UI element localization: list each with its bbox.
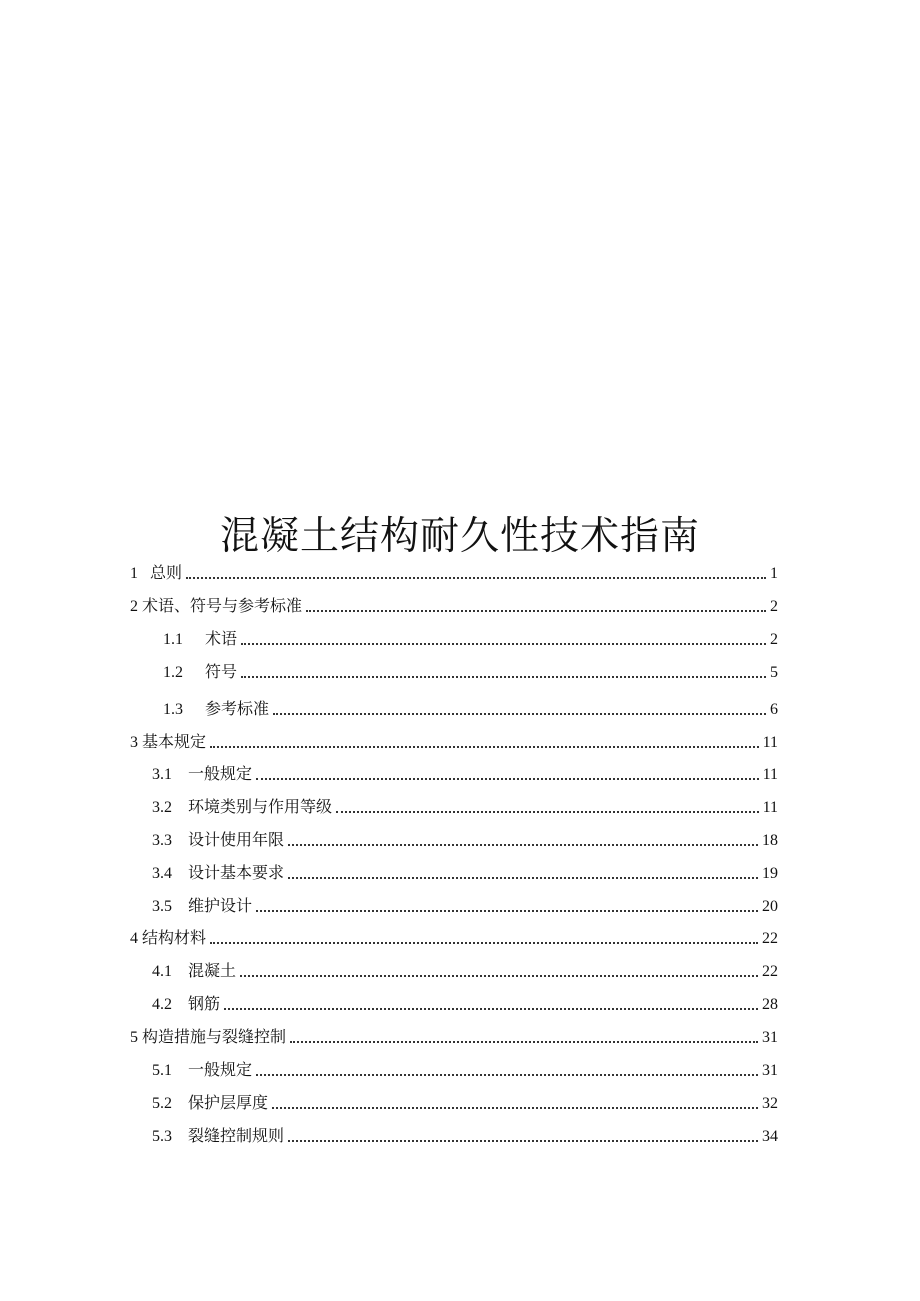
toc-entry[interactable] <box>152 1090 778 1114</box>
toc-entry-page: 31 <box>762 1062 778 1079</box>
toc-entry-number: 5.1 <box>152 1062 172 1079</box>
toc-entry-label: 裂缝控制规则 <box>188 1128 285 1145</box>
toc-entry-number: 3.2 <box>152 799 172 816</box>
dot-leader <box>241 676 766 678</box>
toc-entry-page: 32 <box>762 1095 778 1112</box>
toc-entry[interactable] <box>130 560 778 584</box>
toc-entry-label: 混凝土 <box>188 963 237 980</box>
dot-leader <box>210 746 759 748</box>
toc-entry[interactable] <box>152 1123 778 1147</box>
toc-entry[interactable] <box>130 593 778 617</box>
toc-entry[interactable] <box>152 958 778 982</box>
toc-entry-label: 钢筋 <box>188 996 221 1013</box>
toc-entry-page: 2 <box>770 631 778 648</box>
toc-entry-page: 18 <box>762 832 778 849</box>
toc-entry-number: 3 <box>130 734 142 751</box>
dot-leader <box>256 910 758 912</box>
dot-leader <box>224 1008 758 1010</box>
toc-entry[interactable] <box>163 626 778 650</box>
toc-entry-page: 6 <box>770 701 778 718</box>
dot-leader <box>290 1041 758 1043</box>
toc-entry-number: 5.2 <box>152 1095 172 1112</box>
toc-entry-label: 设计基本要求 <box>188 865 285 882</box>
dot-leader <box>273 713 766 715</box>
dot-leader <box>336 811 759 813</box>
dot-leader <box>288 1140 758 1142</box>
toc-entry[interactable] <box>152 991 778 1015</box>
toc-entry-number: 5 <box>130 1029 142 1046</box>
toc-entry-page: 5 <box>770 664 778 681</box>
toc-entry[interactable] <box>152 1057 778 1081</box>
toc-entry[interactable] <box>152 860 778 884</box>
toc-entry[interactable] <box>163 659 778 683</box>
dot-leader <box>210 942 758 944</box>
dot-leader <box>240 975 758 977</box>
toc-entry[interactable] <box>163 696 778 720</box>
dot-leader <box>256 1074 758 1076</box>
toc-entry-page: 22 <box>762 930 778 947</box>
toc-entry-number: 4.1 <box>152 963 172 980</box>
dot-leader <box>241 643 766 645</box>
toc-entry-number: 3.4 <box>152 865 172 882</box>
document-title: 混凝土结构耐久性技术指南 <box>219 514 700 559</box>
toc-entry-label: 维护设计 <box>188 898 253 915</box>
toc-entry[interactable] <box>152 893 778 917</box>
toc-entry-label: 保护层厚度 <box>188 1095 269 1112</box>
toc-entry-page: 11 <box>762 799 778 816</box>
dot-leader <box>306 610 766 612</box>
dot-leader <box>186 577 766 579</box>
toc-entry-label: 构造措施与裂缝控制 <box>142 1029 287 1046</box>
toc-entry-number: 4.2 <box>152 996 172 1013</box>
toc-entry-page: 11 <box>762 766 778 783</box>
dot-leader <box>272 1107 758 1109</box>
toc-entry-number: 4 <box>130 930 142 947</box>
toc-entry-page: 19 <box>762 865 778 882</box>
toc-entry-label: 术语、符号与参考标准 <box>142 598 303 615</box>
toc-entry[interactable] <box>152 827 778 851</box>
toc-entry[interactable] <box>152 794 778 818</box>
toc-entry-label: 符号 <box>205 664 238 681</box>
toc-entry-label: 参考标准 <box>205 701 270 718</box>
dot-leader <box>288 844 758 846</box>
toc-entry-page: 28 <box>762 996 778 1013</box>
toc-entry-number: 1.2 <box>163 664 183 681</box>
toc-entry-label: 术语 <box>205 631 238 648</box>
toc-entry[interactable] <box>152 761 778 785</box>
toc-entry-page: 20 <box>762 898 778 915</box>
toc-entry-number: 3.5 <box>152 898 172 915</box>
toc-entry[interactable] <box>130 1024 778 1048</box>
toc-entry-page: 34 <box>762 1128 778 1145</box>
toc-entry-label: 设计使用年限 <box>188 832 285 849</box>
toc-entry-number: 3.3 <box>152 832 172 849</box>
toc-entry-page: 2 <box>770 598 778 615</box>
toc-entry-number: 2 <box>130 598 142 615</box>
toc-entry-label: 总则 <box>150 565 183 582</box>
toc-entry-page: 31 <box>762 1029 778 1046</box>
toc-entry-label: 一般规定 <box>188 1062 253 1079</box>
toc-entry-label: 基本规定 <box>142 734 207 751</box>
toc-entry-label: 一般规定 <box>188 766 253 783</box>
toc-entry-number: 1.1 <box>163 631 183 648</box>
dot-leader <box>256 778 759 780</box>
toc-entry-number: 1.3 <box>163 701 183 718</box>
toc-entry-page: 11 <box>762 734 778 751</box>
toc-entry-label: 结构材料 <box>142 930 207 947</box>
toc-entry[interactable] <box>130 925 778 949</box>
toc-entry-number: 3.1 <box>152 766 172 783</box>
toc-entry-label: 环境类别与作用等级 <box>188 799 333 816</box>
toc-entry-page: 1 <box>770 565 778 582</box>
toc-entry-number: 5.3 <box>152 1128 172 1145</box>
toc-entry-page: 22 <box>762 963 778 980</box>
dot-leader <box>288 877 758 879</box>
toc-entry[interactable] <box>130 729 778 753</box>
toc-entry-number: 1 <box>130 565 150 582</box>
